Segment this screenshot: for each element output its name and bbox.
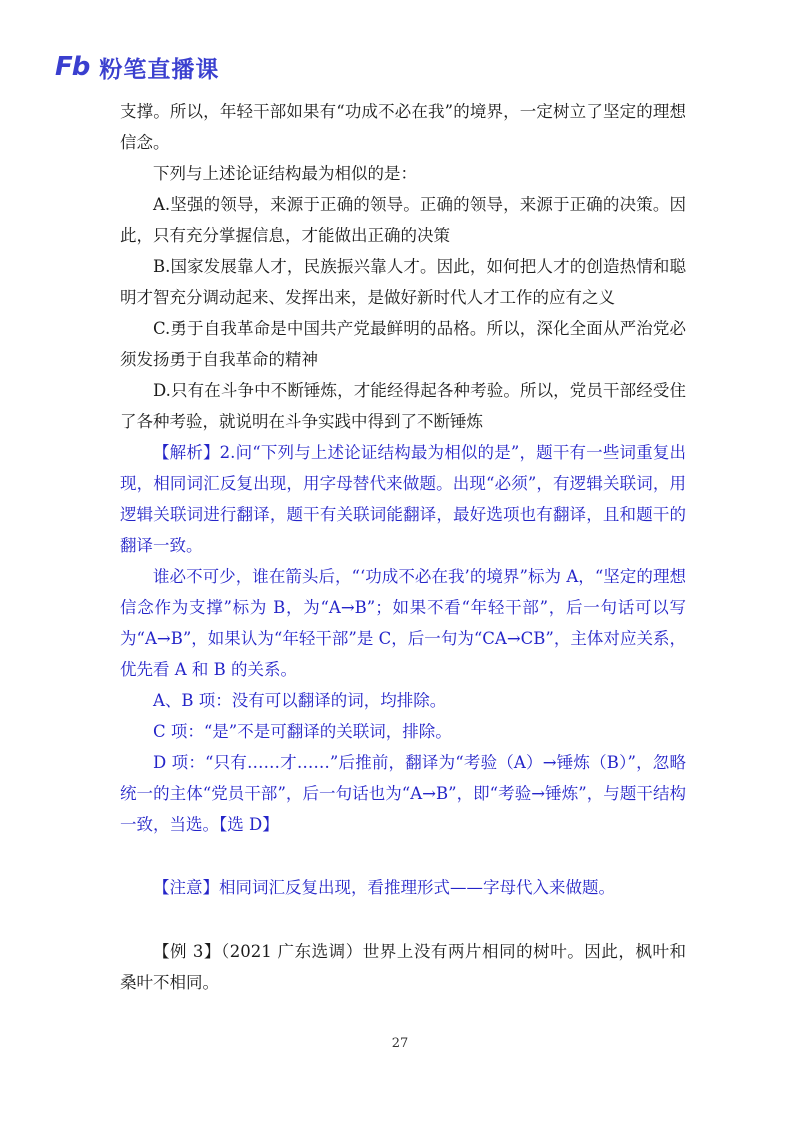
page-content [120, 96, 686, 998]
analysis-paragraph: D 项：“只有……才……”后推前，翻译为“考验（A）→锤炼（B）”，忽略统一的主体“党员干部”，后一句话也为“A→B”，即“考验→锤炼”，与题干结构一致，当选。【选 D】 [120, 753, 686, 834]
paragraph-intro: 支撑。所以，年轻干部如果有“功成不必在我”的境界，一定树立了坚定的理想信念。 [120, 102, 686, 152]
option-d: D.只有在斗争中不断锤炼，才能经得起各种考验。所以，党员干部经受住了各种考验，就说明在斗争实践中得到了不断锤炼 [120, 381, 686, 431]
logo-text: 粉笔直播课 [99, 56, 220, 83]
spacer [120, 903, 686, 936]
analysis-paragraph: 谁必不可少，谁在箭头后，“‘功成不必在我’的境界”标为 A，“坚定的理想信念作为支撑”标为 B，为“A→B”；如果不看“年轻干部”，后一句话可以写为“A→B”，如果认为“年轻干部”是 C，后一句为“CA→CB”，主体对应关系，优先看 A 和 B 的关系。 [120, 567, 686, 679]
spacer [120, 840, 686, 872]
option-a: A.坚强的领导，来源于正确的领导。正确的领导，来源于正确的决策。因此，只有充分掌握信息，才能做出正确的决策 [120, 195, 686, 245]
logo-mark: Fb [55, 52, 90, 82]
analysis-paragraph: C 项：“是”不是可翻译的关联词，排除。 [153, 722, 452, 741]
analysis-paragraph: A、B 项：没有可以翻译的词，均排除。 [153, 691, 447, 710]
question-stem: 下列与上述论证结构最为相似的是： [153, 164, 417, 183]
page-number: 27 [391, 1036, 409, 1051]
note-paragraph: 【注意】相同词汇反复出现，看推理形式——字母代入来做题。 [153, 878, 615, 897]
option-b: B.国家发展靠人才，民族振兴靠人才。因此，如何把人才的创造热情和聪明才智充分调动起来、发挥出来，是做好新时代人才工作的应有之义 [120, 257, 686, 307]
analysis-paragraph: 【解析】2.问“下列与上述论证结构最为相似的是”，题干有一些词重复出现，相同词汇反复出现，用字母替代来做题。出现“必须”，有逻辑关联词，用逻辑关联词进行翻译，题干有关联词能翻译，最好选项也有翻译，且和题干的翻译一致。 [120, 443, 686, 555]
brand-logo [55, 50, 219, 84]
option-c: C.勇于自我革命是中国共产党最鲜明的品格。所以，深化全面从严治党必须发扬勇于自我革命的精神 [120, 319, 686, 369]
example-paragraph: 【例 3】（2021 广东选调）世界上没有两片相同的树叶。因此，枫叶和桑叶不相同。 [120, 942, 686, 992]
